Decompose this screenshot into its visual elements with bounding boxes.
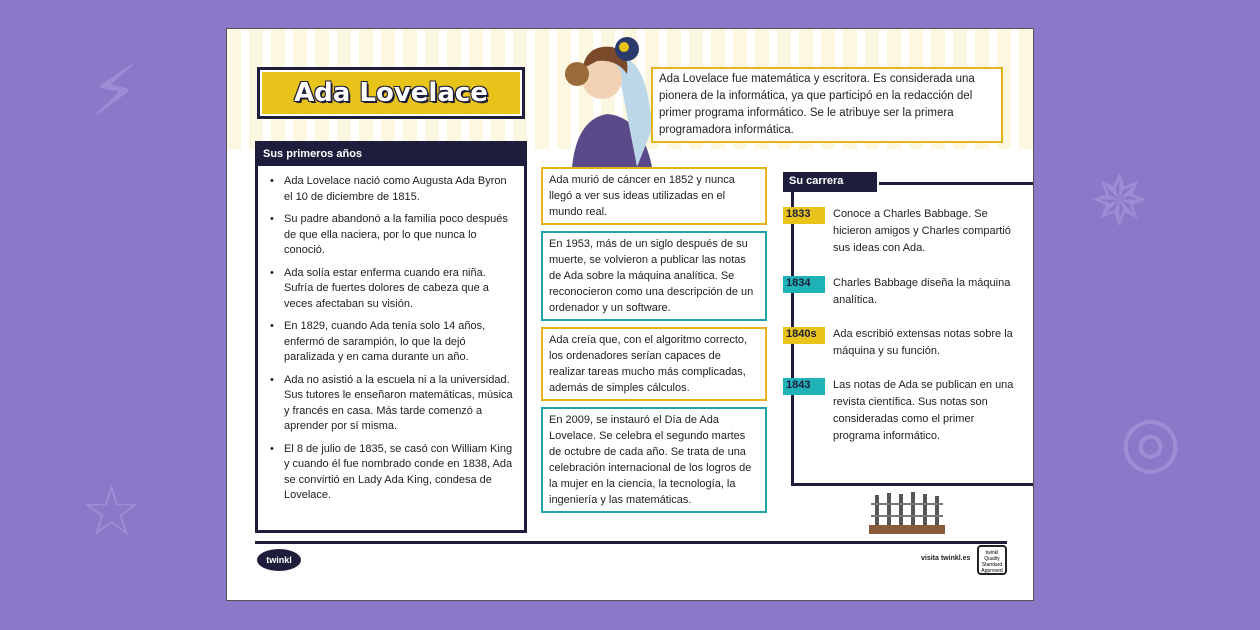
list-item: • Ada solía estar enferma cuando era niña. Sufría de fuertes dolores de cabeza que a veces afectaban su visión. [270, 266, 514, 313]
fact-box: Ada creía que, con el algoritmo correcto, los ordenadores serían capaces de realizar tareas mucho más complicadas, además de simples cálculos. [541, 327, 767, 401]
event-text: Conoce a Charles Babbage. Se hicieron amigos y Charles compartió sus ideas con Ada. [833, 208, 1011, 254]
fact-box: En 2009, se instauró el Día de Ada Lovelace. Se celebra el segundo martes de octubre de cada año. Se trata de una celebración internacional de los logros de la mujer en la ciencia, la tecnología, la ingeniería y las matemáticas. [541, 407, 767, 513]
year-tag: 1834 [783, 276, 825, 293]
page-title: Ada Lovelace [257, 67, 525, 119]
event-text: Las notas de Ada se publican en una revista científica. Sus notas son consideradas como el primer programa informático. [833, 379, 1014, 442]
divider [255, 541, 1007, 544]
early-years-heading: Sus primeros años [258, 144, 524, 166]
timeline-event [783, 275, 1023, 309]
logo-text: twinkl [266, 555, 292, 565]
lightning-icon: ⚡ [90, 50, 140, 132]
facts-column [541, 167, 767, 513]
fact-box: Ada murió de cáncer en 1852 y nunca llegó a ver sus ideas utilizadas en el mundo real. [541, 167, 767, 225]
timeline-event [783, 326, 1023, 360]
quality-badge: twinkl Quality Standard Approved [977, 545, 1007, 575]
event-text: Ada escribió extensas notas sobre la máquina y su función. [833, 328, 1013, 357]
fact-box: En 1953, más de un siglo después de su muerte, se volvieron a publicar las notas de Ada sobre la máquina analítica. Se reconocieron como una descripción de un ordenador y un software. [541, 231, 767, 321]
career-heading: Su carrera [783, 172, 877, 192]
list-item: • El 8 de julio de 1835, se casó con William King y cuando él fue nombrado conde en 1838, Ada se convirtió en Lady Ada King, condesa de Lovelace. [270, 442, 514, 504]
year-tag: 1833 [783, 207, 825, 224]
list-item: • En 1829, cuando Ada tenía solo 14 años, enfermó de sarampión, lo que la dejó paralizada y en cama durante un año. [270, 319, 514, 366]
compass-icon: ✵ [1090, 160, 1149, 242]
event-text: Charles Babbage diseña la máquina analítica. [833, 277, 1011, 306]
year-tag: 1843 [783, 378, 825, 395]
timeline-event [783, 377, 1023, 445]
website-link[interactable]: visita twinkl.es [921, 555, 971, 562]
list-item: • Ada Lovelace nació como Augusta Ada Byron el 10 de diciembre de 1815. [270, 174, 514, 205]
list-item: • Su padre abandonó a la familia poco después de que ella naciera, por lo que nunca lo conoció. [270, 212, 514, 259]
analytical-engine-illustration [867, 491, 947, 535]
divider [879, 182, 1033, 185]
timeline-event [783, 206, 1023, 257]
early-years-panel [255, 141, 527, 533]
star-icon: ☆ [80, 470, 143, 552]
twinkl-logo [257, 549, 301, 571]
intro-text: Ada Lovelace fue matemática y escritora. Es considerada una pionera de la informática, ya que participó en la redacción del primer programa informático. Se le atribuye ser la primera programadora informática. [651, 67, 1003, 143]
list-item: • Ada no asistió a la escuela ni a la universidad. Sus tutores le enseñaron matemáticas, música y francés en casa. Más tarde comenzó a aprender por sí misma. [270, 373, 514, 435]
globe-icon: ◎ [1120, 400, 1182, 482]
poster [226, 28, 1034, 601]
year-tag: 1840s [783, 327, 825, 344]
timeline-line [791, 483, 1033, 486]
ada-portrait-illustration [552, 29, 662, 167]
